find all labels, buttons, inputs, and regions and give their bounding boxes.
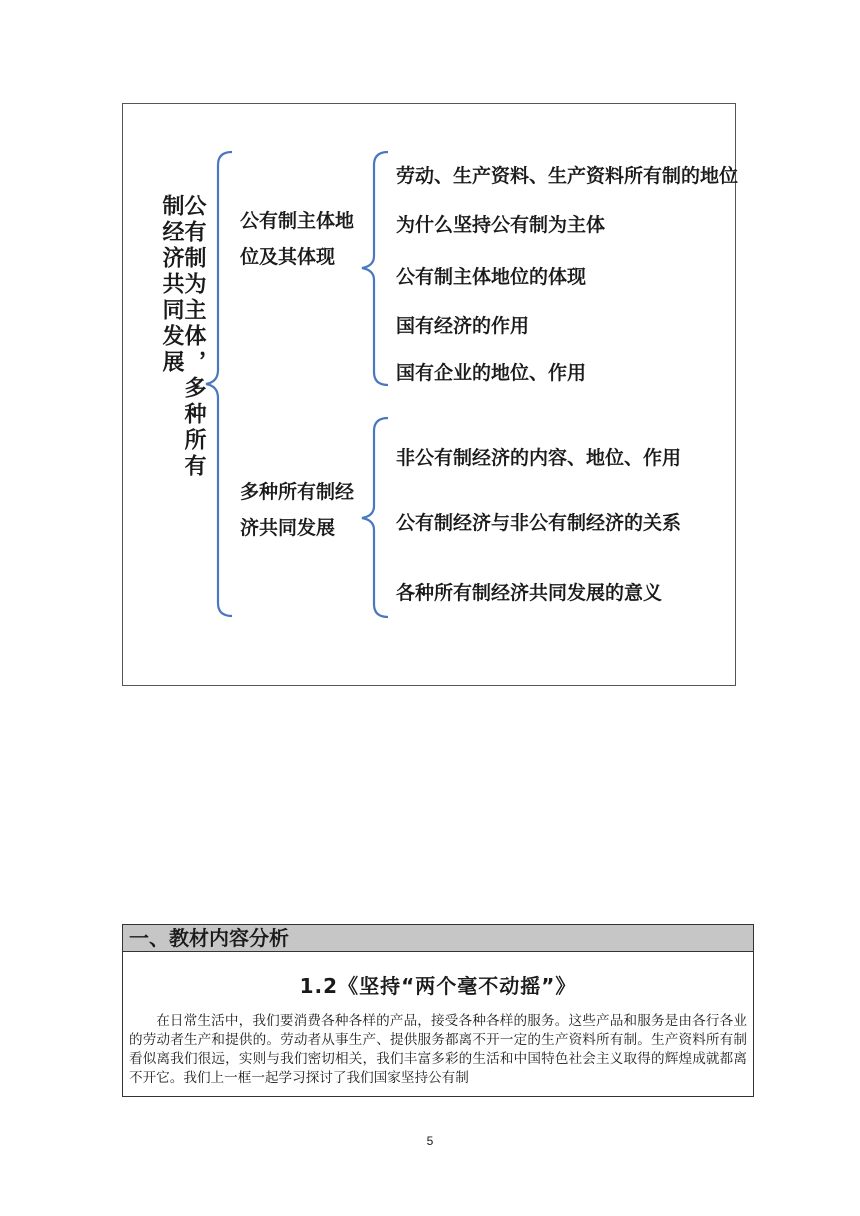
branch-2-item: 公有制经济与非公有制经济的关系 [396, 512, 682, 534]
branch-2-title [240, 474, 354, 546]
branch-1-line2: 位及其体现 [240, 246, 336, 268]
lesson-title: 1.2《坚持“两个毫不动摇”》 [299, 974, 577, 998]
branch-2-line2: 济共同发展 [240, 517, 336, 539]
root-title-col-a: 制经济共同发展 [159, 194, 185, 376]
branch-2-line1: 多种所有制经 [240, 481, 355, 503]
branch-1-item: 国有经济的作用 [396, 315, 530, 337]
branch-1-bracket [362, 152, 388, 385]
content-analysis-table [122, 924, 754, 1097]
branch-1-item: 为什么坚持公有制为主体 [396, 214, 606, 236]
branch-1-item: 国有企业的地位、作用 [396, 362, 587, 384]
branch-2-bracket [362, 418, 388, 617]
branch-1-line1: 公有制主体地 [240, 210, 355, 232]
branch-2-item: 各种所有制经济共同发展的意义 [396, 582, 663, 604]
root-title-col-b: 公有制为主体，多种所有 [181, 194, 207, 480]
branch-2-item: 非公有制经济的内容、地位、作用 [396, 447, 682, 469]
analysis-paragraph: 在日常生活中，我们要消费各种各样的产品，接受各种各样的服务。这些产品和服务是由各行各业的劳动者生产和提供的。劳动者从事生产、提供服务都离不开一定的生产资料所有制。生产资料所有制看似离我们很远，实则与我们密切相关，我们丰富多彩的生活和中国特色社会主义取得的辉煌成就都离不开它。我们上一框一起学习探讨了我们国家坚持公有制 [129, 1013, 747, 1086]
branch-1-title [240, 203, 354, 275]
branch-1-item: 公有制主体地位的体现 [396, 266, 587, 288]
branch-1-item: 劳动、生产资料、生产资料所有制的地位 [396, 165, 739, 187]
section-header: 一、教材内容分析 [123, 925, 753, 952]
page-number: 5 [426, 1134, 434, 1148]
main-bracket [206, 152, 232, 616]
